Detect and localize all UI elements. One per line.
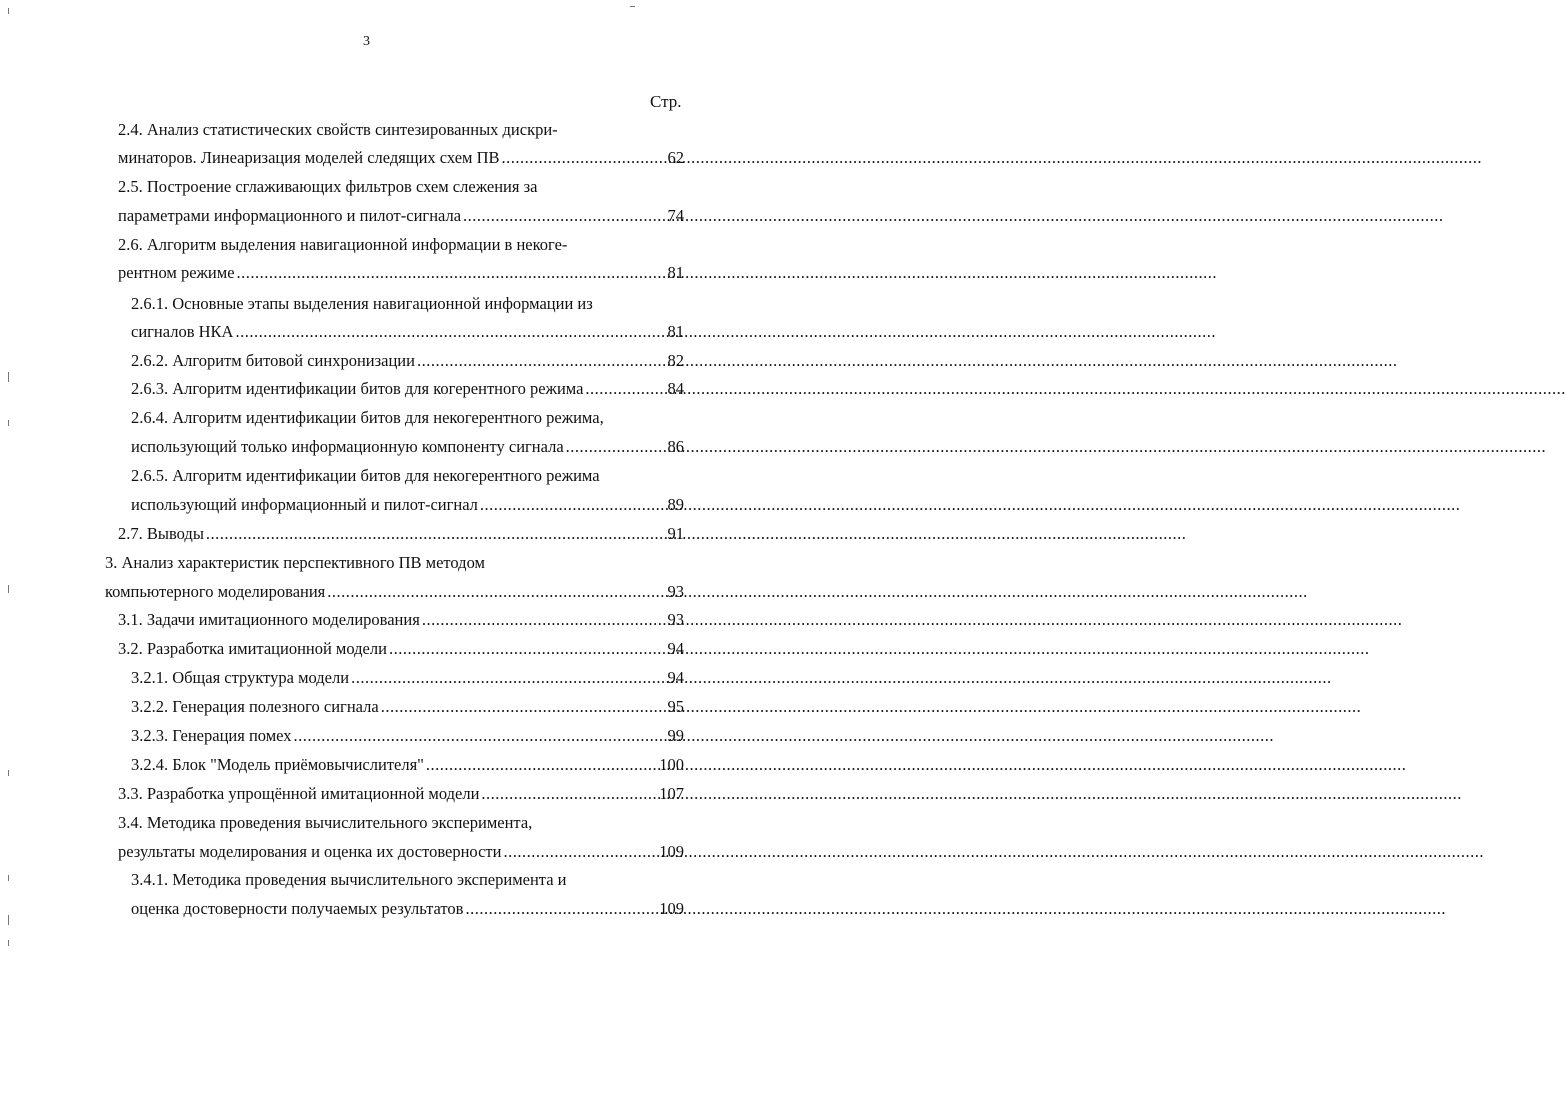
toc-page-number: 100	[659, 755, 684, 774]
toc-entry-title: 3.2.1. Общая структура модели .....	[131, 664, 641, 692]
toc-entry-title: компьютерного моделирования .....	[105, 578, 641, 606]
dot-leader	[206, 520, 1187, 548]
toc-entry-title: рентном режиме .....	[118, 259, 638, 287]
toc-page-number: 89	[667, 495, 684, 514]
toc-page-number: 107	[659, 784, 684, 803]
toc-page-number: 82	[667, 351, 684, 370]
scan-artifact	[630, 6, 635, 7]
toc-page-number: 81	[667, 322, 684, 341]
toc-entry-title: 2.6. Алгоритм выделения навигационной информации в некоге-	[118, 235, 568, 254]
scan-artifact	[8, 420, 9, 426]
dot-leader	[426, 751, 1407, 779]
toc-entry-title: 2.6.3. Алгоритм идентификации битов для когерентного режима .....	[131, 375, 641, 403]
toc-entry-title: 2.6.4. Алгоритм идентификации битов для некогерентного режима,	[131, 408, 604, 427]
toc-entry-title: 3.2.3. Генерация помех .....	[131, 722, 641, 750]
toc-page-number: 93	[667, 610, 684, 629]
toc-entry-title: 3.1. Задачи имитационного моделирования .....	[118, 606, 641, 634]
toc-entry-title: использующий информационный и пилот-сигнал .....	[131, 491, 641, 519]
scan-artifact	[8, 875, 9, 881]
page-column-header: Стр.	[650, 92, 682, 111]
dot-leader	[480, 491, 1461, 519]
toc-entry-title: 2.7. Выводы .....	[118, 520, 641, 548]
dot-leader	[566, 433, 1547, 461]
toc-entry-title: 3.4.1. Методика проведения вычислительного эксперимента и	[131, 870, 567, 889]
toc-page-number: 84	[667, 379, 684, 398]
toc-page-number: 74	[667, 206, 684, 225]
toc-page-number: 91	[667, 524, 684, 543]
toc-entry-title: 2.6.5. Алгоритм идентификации битов для некогерентного режима	[131, 466, 600, 485]
toc-entry-title: оценка достоверности получаемых результатов .....	[131, 895, 631, 923]
dot-leader	[237, 259, 1218, 287]
toc-entry-title: 2.6.2. Алгоритм битовой синхронизации .....	[131, 347, 641, 375]
scan-artifact	[8, 372, 9, 382]
toc-page-number: 86	[667, 437, 684, 456]
dot-leader	[417, 347, 1398, 375]
toc-entry-title: результаты моделирования и оценка их достоверности .....	[118, 838, 631, 866]
toc-entry-title: 2.6.1. Основные этапы выделения навигационной информации из	[131, 294, 593, 313]
toc-page-number: 109	[659, 842, 684, 861]
scan-artifact	[8, 585, 9, 593]
toc-page-number: 93	[667, 582, 684, 601]
dot-leader	[381, 693, 1362, 721]
page-number: 3	[363, 34, 370, 49]
dot-leader	[463, 202, 1444, 230]
toc-entry-title: 3.2.2. Генерация полезного сигнала .....	[131, 693, 641, 721]
toc-entry-title: минаторов. Линеаризация моделей следящих схем ПВ .....	[118, 144, 638, 172]
toc-entry-title: использующий только информационную компоненту сигнала .....	[131, 433, 641, 461]
toc-entry-title: 3.4. Методика проведения вычислительного эксперимента,	[118, 813, 533, 832]
toc-entry-title: 2.4. Анализ статистических свойств синтезированных дискри-	[118, 120, 558, 139]
scan-artifact	[8, 915, 9, 925]
toc-entry-title: 3. Анализ характеристик перспективного ПВ методом	[105, 553, 485, 572]
scan-artifact	[8, 8, 9, 14]
toc-entry-title: 2.5. Построение сглаживающих фильтров схем слежения за	[118, 177, 538, 196]
dot-leader	[389, 635, 1370, 663]
toc-page-number: 81	[667, 263, 684, 282]
toc-entry-title: 3.3. Разработка упрощённой имитационной модели .....	[118, 780, 631, 808]
toc-page-number: 62	[667, 148, 684, 167]
toc-page-number: 95	[667, 697, 684, 716]
dot-leader	[351, 664, 1332, 692]
toc-page-number: 99	[667, 726, 684, 745]
dot-leader	[585, 375, 1566, 403]
scan-artifact	[8, 770, 9, 776]
toc-entry-title: параметрами информационного и пилот-сигнала .....	[118, 202, 638, 230]
toc-page-number: 94	[667, 639, 684, 658]
dot-leader	[294, 722, 1275, 750]
toc-page-number: 109	[659, 899, 684, 918]
toc-entry-title: 3.2.4. Блок "Модель приёмовычислителя" .....	[131, 751, 631, 779]
toc-entry-title: сигналов НКА .....	[131, 318, 626, 346]
toc-entry-title: 3.2. Разработка имитационной модели .....	[118, 635, 641, 663]
toc-page-number: 94	[667, 668, 684, 687]
dot-leader	[327, 578, 1308, 606]
dot-leader	[422, 606, 1403, 634]
dot-leader	[465, 895, 1446, 923]
dot-leader	[235, 318, 1216, 346]
scan-artifact	[8, 940, 9, 946]
dot-leader	[481, 780, 1462, 808]
